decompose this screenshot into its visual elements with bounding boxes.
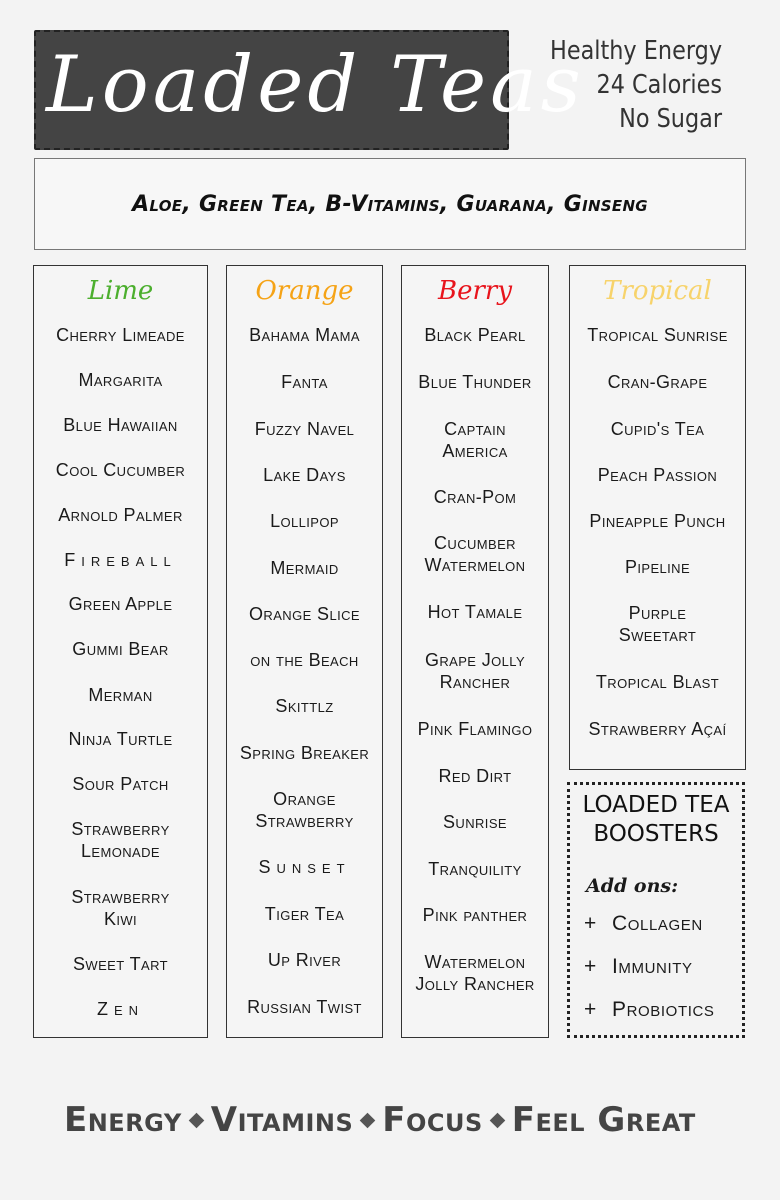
diamond-icon	[188, 1112, 204, 1128]
menu-item: Bahama Mama	[249, 325, 360, 345]
menu-item: Grape Jolly Rancher	[424, 650, 526, 692]
page-title: Loaded Teas	[46, 40, 585, 130]
menu-item: Pipeline	[624, 557, 691, 577]
column-heading: Berry	[437, 276, 513, 306]
ingredients-box	[34, 158, 746, 250]
plus-icon: +	[584, 998, 597, 1021]
menu-item: Pineapple Punch	[589, 511, 726, 531]
menu-item: Cran-Pom	[433, 487, 517, 507]
menu-item: Green Apple	[68, 594, 173, 614]
menu-item: Pink panther	[422, 905, 528, 925]
column-heading: Orange	[255, 276, 354, 306]
menu-item: Cran-Grape	[607, 372, 708, 392]
menu-item: Strawberry Açaí	[588, 719, 727, 739]
menu-item: Orange Slice	[249, 604, 360, 624]
menu-column-orange	[226, 265, 383, 1038]
menu-item: Lollipop	[270, 511, 339, 531]
menu-item: Blue Thunder	[418, 372, 532, 392]
menu-column-lime	[33, 265, 208, 1038]
menu-item: on the Beach	[250, 650, 359, 670]
menu-item: Peach Passion	[597, 465, 718, 485]
footer-word: Energy	[64, 1100, 182, 1140]
menu-item: Tranquility	[428, 859, 522, 879]
menu-item: Orange Strawberry	[255, 789, 354, 831]
tagline	[550, 34, 722, 136]
menu-column-tropical	[569, 265, 746, 770]
menu-item: Zen	[96, 999, 145, 1019]
booster-item: + Probiotics	[584, 998, 715, 1021]
menu-item: Sunrise	[443, 812, 507, 832]
ingredients-text: Aloe, Green Tea, B-Vitamins, Guarana, Ginseng	[132, 191, 648, 217]
menu-item: Fanta	[281, 372, 328, 392]
footer-word: Focus	[382, 1100, 483, 1140]
boosters-title: LOADED TEA BOOSTERS	[582, 792, 730, 847]
menu-column-berry	[401, 265, 549, 1038]
menu-item: Up River	[267, 950, 342, 970]
diamond-icon	[360, 1112, 376, 1128]
menu-item: Captain America	[442, 419, 508, 461]
menu-item: Gummi Bear	[72, 639, 169, 659]
menu-item: Hot Tamale	[427, 602, 523, 622]
menu-item: Fireball	[64, 550, 177, 570]
column-heading: Tropical	[603, 276, 712, 306]
menu-item: Cupid's Tea	[610, 419, 705, 439]
tagline-line-calories: 24 Calories	[596, 70, 722, 100]
menu-item: Merman	[88, 685, 153, 705]
footer-word: Feel Great	[511, 1100, 696, 1140]
menu-item: Tropical Blast	[595, 672, 720, 692]
plus-icon: +	[584, 912, 597, 935]
menu-item: Cool Cucumber	[55, 460, 186, 480]
menu-item: Tropical Sunrise	[587, 325, 728, 345]
menu-item: Fuzzy Navel	[254, 419, 355, 439]
menu-item: Spring Breaker	[239, 743, 370, 763]
plus-icon: +	[584, 955, 597, 978]
menu-item: Tiger Tea	[264, 904, 345, 924]
menu-item: Lake Days	[263, 465, 346, 485]
diamond-icon	[490, 1112, 506, 1128]
booster-item: + Immunity	[584, 955, 693, 978]
menu-item: Margarita	[78, 370, 163, 390]
tagline-line-energy: Healthy Energy	[549, 36, 722, 66]
menu-item: Skittlz	[275, 696, 334, 716]
boosters-box	[567, 782, 745, 1038]
menu-item: Sour Patch	[72, 774, 169, 794]
menu-item: Strawberry Lemonade	[71, 819, 170, 861]
booster-item: + Collagen	[584, 912, 703, 935]
footer-word: Vitamins	[210, 1100, 354, 1140]
menu-item: Sweet Tart	[73, 954, 168, 974]
tagline-line-sugar: No Sugar	[619, 104, 722, 134]
menu-item: Blue Hawaiian	[63, 415, 178, 435]
menu-item: Watermelon Jolly Rancher	[415, 952, 535, 994]
menu-item: Black Pearl	[424, 325, 526, 345]
menu-item: Cherry Limeade	[56, 325, 185, 345]
menu-item: Sunset	[258, 857, 351, 877]
menu-item: Purple Sweetart	[618, 603, 697, 645]
menu-item: Red Dirt	[438, 766, 512, 786]
addons-label: Add ons:	[586, 875, 679, 897]
menu-item: Strawberry Kiwi	[71, 887, 170, 929]
menu-item: Russian Twist	[247, 997, 362, 1017]
menu-item: Ninja Turtle	[68, 729, 173, 749]
column-heading: Lime	[87, 276, 154, 306]
menu-item: Mermaid	[270, 558, 339, 578]
menu-item: Arnold Palmer	[58, 505, 183, 525]
menu-item: Pink Flamingo	[417, 719, 533, 739]
footer-slogan	[64, 1100, 734, 1140]
menu-item: Cucumber Watermelon	[424, 533, 526, 575]
